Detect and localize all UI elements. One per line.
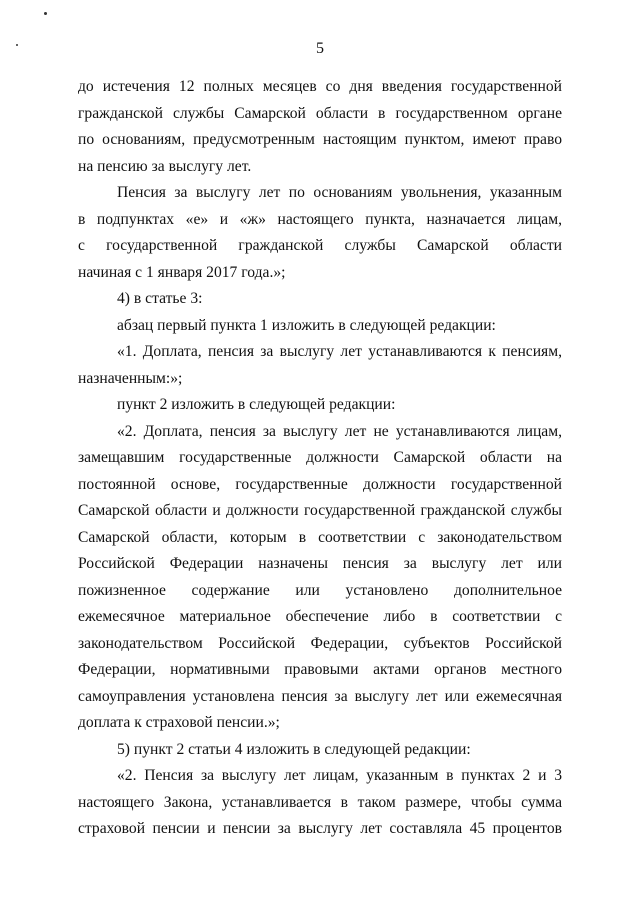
text-line: гражданской службы Самарской области в государственном органе (78, 105, 562, 122)
text-line: Российской Федерации назначены пенсия за выслугу лет или (78, 555, 562, 572)
text-line: Самарской области и должности государственной гражданской службы (78, 502, 562, 519)
text-line: Самарской области, которым в соответствии с законодательством (78, 529, 562, 546)
text-line: до истечения 12 полных месяцев со дня введения государственной (78, 78, 562, 95)
text-line: 4) в статье 3: (117, 290, 203, 307)
text-line: постоянной основе, государственные должности государственной (78, 476, 562, 493)
scan-speck (44, 12, 47, 15)
text-line: начиная с 1 января 2017 года.»; (78, 264, 286, 281)
text-line: настоящего Закона, устанавливается в таком размере, чтобы сумма (78, 794, 562, 811)
text-line: в подпунктах «е» и «ж» настоящего пункта, назначается лицам, (78, 211, 562, 228)
text-line: «2. Доплата, пенсия за выслугу лет не устанавливаются лицам, (117, 423, 562, 440)
text-line: абзац первый пункта 1 изложить в следующей редакции: (117, 317, 496, 334)
text-line: «1. Доплата, пенсия за выслугу лет устанавливаются к пенсиям, (117, 343, 562, 360)
text-line: по основаниям, предусмотренным настоящим пунктом, имеют право (78, 131, 562, 148)
page-number: 5 (316, 40, 324, 57)
text-line: 5) пункт 2 статьи 4 изложить в следующей редакции: (117, 741, 471, 758)
text-line: пожизненное содержание или установлено дополнительное (78, 582, 562, 599)
text-line: назначенным:»; (78, 370, 183, 387)
text-line: «2. Пенсия за выслугу лет лицам, указанным в пунктах 2 и 3 (117, 767, 562, 784)
text-line: ежемесячное материальное обеспечение либо в соответствии с (78, 608, 562, 625)
text-line: замещавшим государственные должности Самарской области на (78, 449, 562, 466)
text-line: страховой пенсии и пенсии за выслугу лет составляла 45 процентов (78, 820, 562, 837)
text-line: Пенсия за выслугу лет по основаниям увольнения, указанным (117, 184, 562, 201)
text-line: на пенсию за выслугу лет. (78, 158, 252, 175)
text-line: доплата к страховой пенсии.»; (78, 714, 280, 731)
text-line: самоуправления установлена пенсия за выслугу лет или ежемесячная (78, 688, 562, 705)
text-line: Федерации, нормативными правовыми актами органов местного (78, 661, 562, 678)
text-line: пункт 2 изложить в следующей редакции: (117, 396, 396, 413)
text-line: с государственной гражданской службы Самарской области (78, 237, 562, 254)
text-line: законодательством Российской Федерации, субъектов Российской (78, 635, 562, 652)
